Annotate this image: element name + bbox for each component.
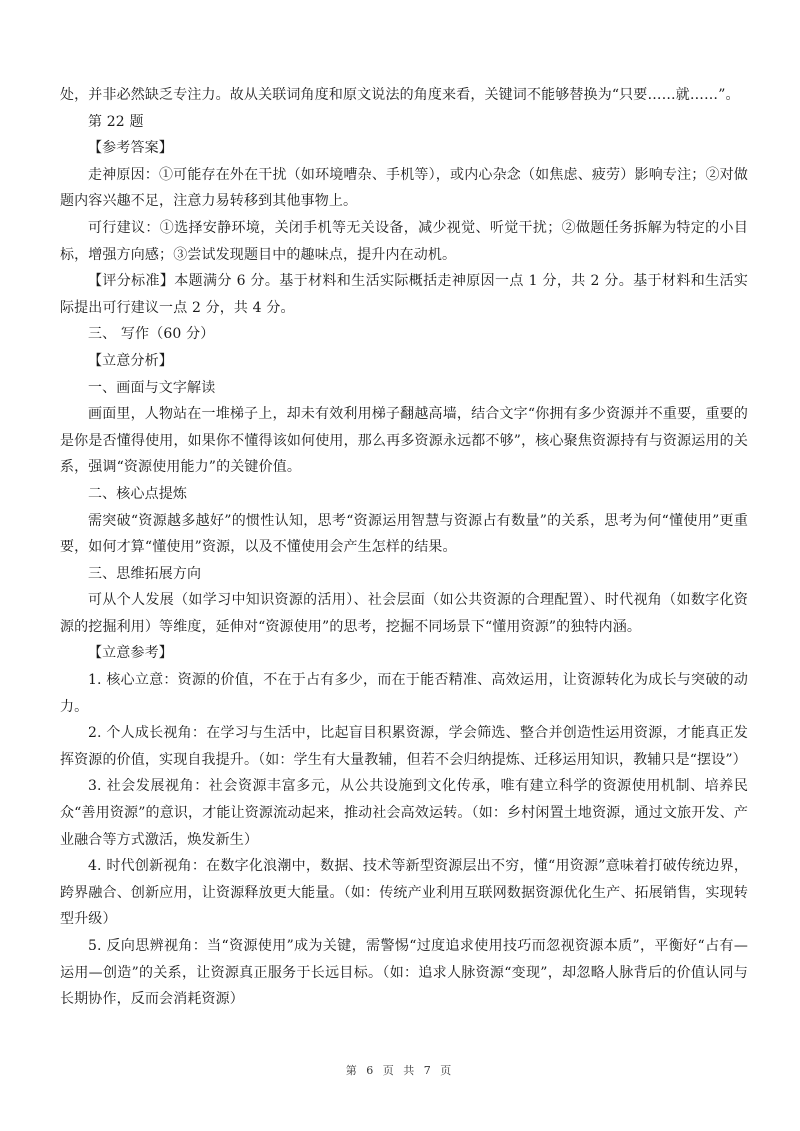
paragraph-continuation: 处，并非必然缺乏专注力。故从关联词角度和原文说法的角度来看，关键词不能够替换为“只要……就……”。	[60, 87, 740, 103]
section-label-analysis: 【立意分析】	[88, 352, 173, 369]
page-number-footer: 第 6 页 共 7 页	[345, 1064, 455, 1077]
reference-item-1: 1. 核心立意：资源的价值，不在于占有多少，而在于能否精准、高效运用，让资源转化为成长与突破的动力。	[60, 672, 748, 715]
reference-item-2: 2. 个人成长视角：在学习与生活中，比起盲目积累资源，学会筛选、整合并创造性运用资源，才能真正发挥资源的价值，实现自我提升。（如：学生有大量教辅，但若不会归纳提炼、迁移运用知识，教辅只是“摆设”）	[60, 725, 748, 768]
document-body	[60, 82, 748, 1013]
section-label-reference: 【立意参考】	[88, 645, 173, 662]
paragraph-image-reading: 画面里，人物站在一堆梯子上，却未有效利用梯子翻越高墙，结合文字“你拥有多少资源并不重要，重要的是你是否懂得使用，如果你不懂得该如何使用，那么再多资源永远都不够”，核心聚焦资源持有与资源运用的关系，强调“资源使用能力”的关键价值。	[60, 406, 748, 476]
paragraph-core-points: 需突破“资源越多越好”的惯性认知，思考“资源运用智慧与资源占有数量”的关系，思考为何“懂使用”更重要，如何才算“懂使用”资源，以及不懂使用会产生怎样的结果。	[60, 512, 748, 556]
paragraph-scoring: 【评分标准】本题满分 6 分。基于材料和生活实际概括走神原因一点 1 分，共 2 分。基于材料和生活实际提出可行建议一点 2 分，共 4 分。	[60, 273, 748, 316]
reference-item-5: 5. 反向思辨视角：当“资源使用”成为关键，需警惕“过度追求使用技巧而忽视资源本质”，平衡好“占有—运用—创造”的关系，让资源真正服务于长远目标。（如：追求人脉资源“变现”，却忽略人脉背后的价值认同与长期协作，反而会消耗资源）	[60, 938, 748, 1008]
paragraph-expansion: 可从个人发展（如学习中知识资源的活用）、社会层面（如公共资源的合理配置）、时代视角（如数字化资源的挖掘利用）等维度，延伸对“资源使用”的思考，挖掘不同场景下“懂用资源”的独特内涵。	[60, 592, 748, 635]
subheading-1: 一、画面与文字解读	[88, 379, 216, 396]
section-label-answer: 【参考答案】	[88, 140, 173, 157]
section-heading-writing: 三、 写作（60 分）	[88, 326, 215, 343]
paragraph-suggestions: 可行建议：①选择安静环境，关闭手机等无关设备，减少视觉、听觉干扰；②做题任务拆解为特定的小目标，增强方向感；③尝试发现题目中的趣味点，提升内在动机。	[60, 219, 748, 263]
reference-item-3: 3. 社会发展视角：社会资源丰富多元，从公共设施到文化传承，唯有建立科学的资源使用机制、培养民众“善用资源”的意识，才能让资源流动起来，推动社会高效运转。（如：乡村闲置土地资源，通过文旅开发、产业融合等方式激活，焕发新生）	[60, 778, 748, 848]
question-number: 第 22 题	[88, 113, 144, 130]
subheading-2: 二、核心点提炼	[88, 485, 188, 502]
paragraph-distraction-reasons: 走神原因：①可能存在外在干扰（如环境嘈杂、手机等），或内心杂念（如焦虑、疲劳）影响专注；②对做题内容兴趣不足，注意力易转移到其他事物上。	[60, 166, 748, 210]
reference-item-4: 4. 时代创新视角：在数字化浪潮中，数据、技术等新型资源层出不穷，懂“用资源”意味着打破传统边界，跨界融合、创新应用，让资源释放更大能量。（如：传统产业利用互联网数据资源优化生产、拓展销售，实现转型升级）	[60, 858, 748, 928]
subheading-3: 三、思维拓展方向	[88, 565, 202, 582]
